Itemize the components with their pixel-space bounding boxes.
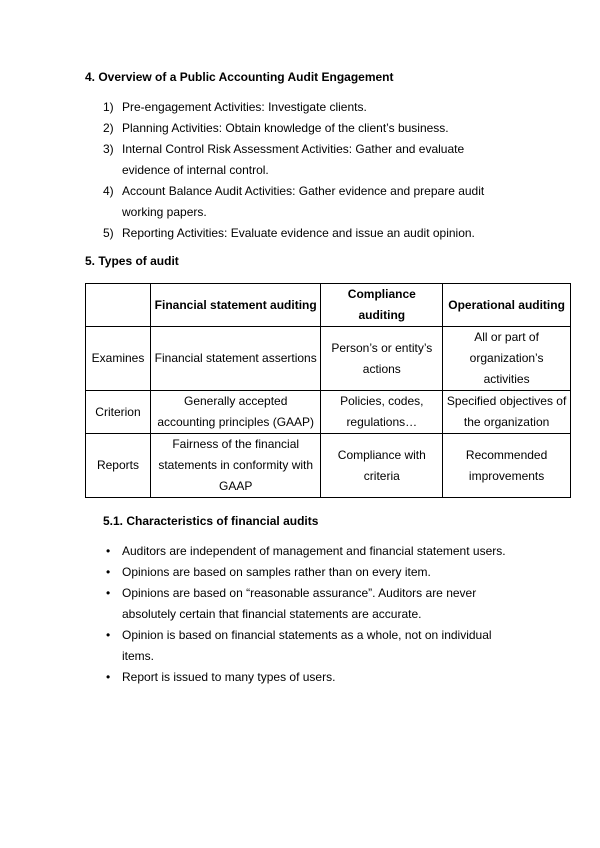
list-item: [103, 562, 508, 583]
table-row: [86, 391, 571, 434]
table-cell: Policies, codes, regulations…: [321, 391, 443, 434]
list-text: Reporting Activities: Evaluate evidence and issue an audit opinion.: [122, 226, 475, 240]
financial-audit-characteristics-list: [103, 541, 508, 688]
table-cell: Examines: [86, 327, 151, 391]
table-header-cell: Operational auditing: [443, 284, 571, 327]
section-4-heading: 4. Overview of a Public Accounting Audit Engagement: [85, 70, 394, 84]
table-header-row: [86, 284, 571, 327]
table-row: [86, 434, 571, 498]
audit-types-table: [85, 283, 571, 498]
list-text: Opinions are based on “reasonable assurance”. Auditors are never absolutely certain that financial statements are accurate.: [122, 586, 477, 621]
list-text: Auditors are independent of management and financial statement users.: [122, 544, 506, 558]
list-number: 5): [103, 226, 114, 240]
table-cell: Person’s or entity’s actions: [321, 327, 443, 391]
bullet-icon: •: [106, 586, 111, 600]
bullet-icon: •: [106, 628, 111, 642]
bullet-icon: •: [106, 670, 111, 684]
engagement-activities-list: [103, 97, 498, 244]
list-number: 1): [103, 100, 114, 114]
list-item: [103, 181, 498, 223]
bullet-icon: •: [106, 565, 111, 579]
list-number: 3): [103, 142, 114, 156]
table-cell: All or part of organization’s activities: [443, 327, 571, 391]
table-header-cell: [86, 284, 151, 327]
list-text: Planning Activities: Obtain knowledge of the client’s business.: [122, 121, 449, 135]
table-header-cell: Financial statement auditing: [150, 284, 320, 327]
list-item: [103, 118, 498, 139]
table-cell: Generally accepted accounting principles (GAAP): [150, 391, 320, 434]
list-text: Pre-engagement Activities: Investigate clients.: [122, 100, 367, 114]
table-cell: Reports: [86, 434, 151, 498]
list-item: [103, 583, 508, 625]
table-header-cell: Compliance auditing: [321, 284, 443, 327]
table-cell: Criterion: [86, 391, 151, 434]
list-text: Internal Control Risk Assessment Activities: Gather and evaluate evidence of internal control.: [122, 142, 465, 177]
list-item: [103, 97, 498, 118]
table-cell: Recommended improvements: [443, 434, 571, 498]
table-cell: Financial statement assertions: [150, 327, 320, 391]
list-number: 2): [103, 121, 114, 135]
list-text: Opinions are based on samples rather than on every item.: [122, 565, 431, 579]
section-5-1-heading: 5.1. Characteristics of financial audits: [103, 514, 319, 528]
bullet-icon: •: [106, 544, 111, 558]
list-item: [103, 139, 498, 181]
table-cell: Compliance with criteria: [321, 434, 443, 498]
table-cell: Fairness of the financial statements in conformity with GAAP: [150, 434, 320, 498]
list-item: [103, 223, 498, 244]
section-5-heading: 5. Types of audit: [85, 254, 179, 268]
list-item: [103, 625, 508, 667]
table-row: [86, 327, 571, 391]
list-item: [103, 667, 508, 688]
list-number: 4): [103, 184, 114, 198]
table-cell: Specified objectives of the organization: [443, 391, 571, 434]
list-text: Account Balance Audit Activities: Gather evidence and prepare audit working papers.: [122, 184, 485, 219]
list-item: [103, 541, 508, 562]
list-text: Opinion is based on financial statements as a whole, not on individual items.: [122, 628, 492, 663]
list-text: Report is issued to many types of users.: [122, 670, 336, 684]
